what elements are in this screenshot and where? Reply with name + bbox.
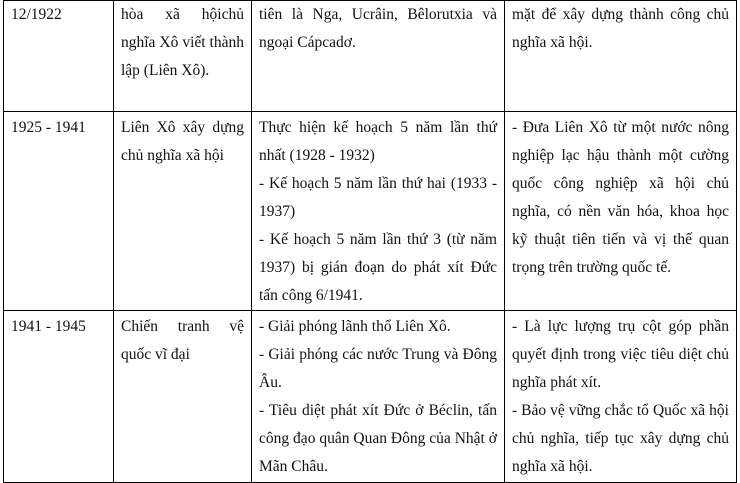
significance-cell <box>505 311 737 483</box>
event-cell: hòa xã hộichủ nghĩa Xô viết thành lập (Liên Xô). <box>114 1 252 112</box>
table-row <box>4 311 737 483</box>
content-line: tiên là Nga, Ucrâin, Bêlorutxia và ngoại Cápcadơ. <box>259 6 497 51</box>
content-line: - Giải phóng các nước Trung và Đông Âu. <box>259 346 497 391</box>
content-cell <box>252 112 505 311</box>
significance-line: - Đưa Liên Xô từ một nước nông nghiệp lạc hậu thành một cường quốc công nghiệp xã hội chủ nghĩa, có nền văn hóa, khoa học kỹ thuật tiên tiến và vị thế quan trọng trên trường quốc tế. <box>512 119 729 276</box>
content-cell <box>252 1 505 112</box>
content-line: - Kế hoạch 5 năm lần thứ 3 (từ năm 1937) bị gián đoạn do phát xít Đức tấn công 6/1941. <box>259 231 497 304</box>
significance-cell <box>505 1 737 112</box>
period-cell: 12/1922 <box>4 1 114 112</box>
period-cell: 1941 - 1945 <box>4 311 114 483</box>
table-row <box>4 112 737 311</box>
content-cell <box>252 311 505 483</box>
period-cell: 1925 - 1941 <box>4 112 114 311</box>
history-table <box>3 0 737 483</box>
significance-cell <box>505 112 737 311</box>
event-cell: Chiến tranh vệ quốc vĩ đại <box>114 311 252 483</box>
significance-line: - Là lực lượng trụ cột góp phần quyết định trong việc tiêu diệt chủ nghĩa phát xít. <box>512 318 729 391</box>
content-line: - Tiêu diệt phát xít Đức ở Béclin, tấn công đạo quân Quan Đông của Nhật ở Mãn Châu. <box>259 402 497 475</box>
event-cell: Liên Xô xây dựng chủ nghĩa xã hội <box>114 112 252 311</box>
significance-line: - Bảo vệ vững chắc tổ Quốc xã hội chủ nghĩa, tiếp tục xây dựng chủ nghĩa xã hội. <box>512 402 729 475</box>
content-line: - Giải phóng lãnh thổ Liên Xô. <box>259 318 451 335</box>
content-line: - Kế hoạch 5 năm lần thứ hai (1933 - 1937) <box>259 175 497 220</box>
table-row <box>4 1 737 112</box>
significance-line: mặt để xây dựng thành công chủ nghĩa xã hội. <box>512 6 729 51</box>
content-line: Thực hiện kế hoạch 5 năm lần thứ nhất (1928 - 1932) <box>259 119 497 164</box>
